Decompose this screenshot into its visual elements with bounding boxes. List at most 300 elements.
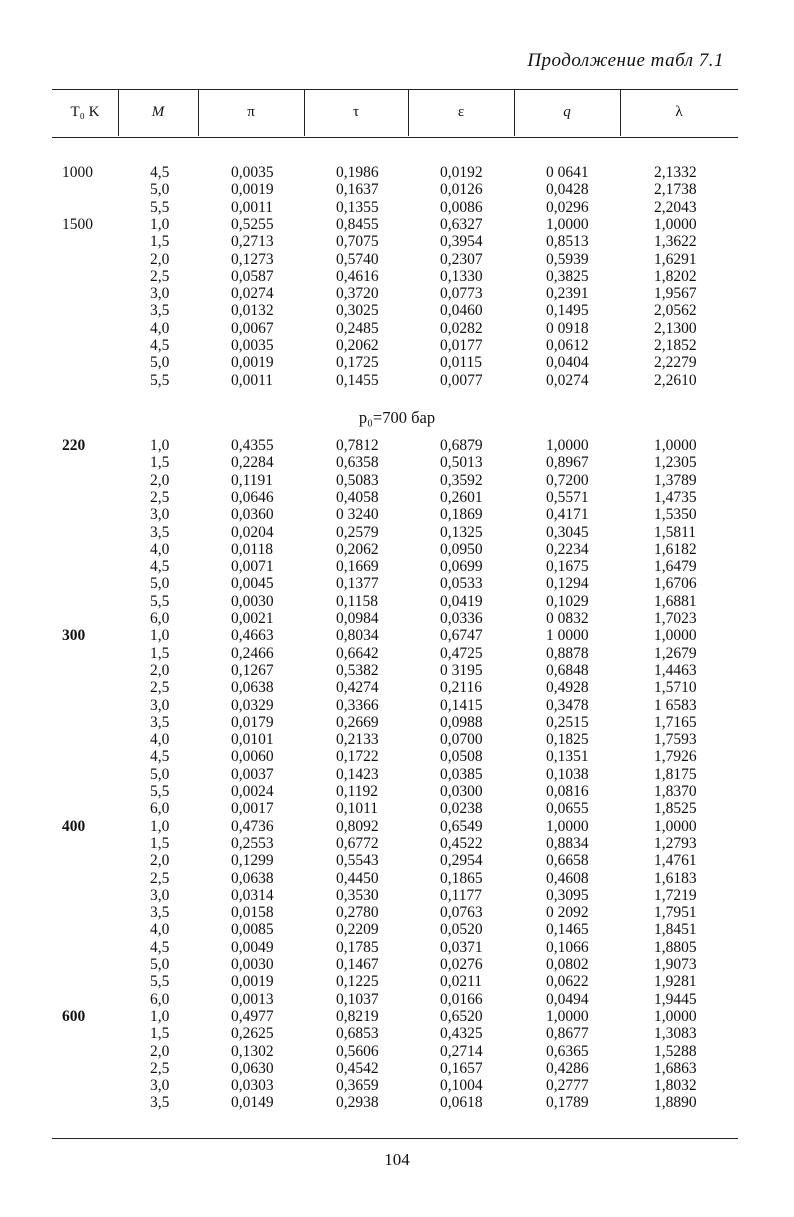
table-cell-tau: 0,1225 xyxy=(336,973,379,991)
table-cell-lam: 1,4463 xyxy=(654,661,697,679)
table-cell-q: 0,0494 xyxy=(546,990,589,1008)
table-cell-pi: 0,0024 xyxy=(231,783,274,800)
table-cell-m: 1,5 xyxy=(150,1025,170,1043)
table-cell-pi: 0,0638 xyxy=(231,869,274,887)
table-cell-m: 5,0 xyxy=(150,354,170,372)
table-cell-tau: 0,1377 xyxy=(336,575,379,593)
table-cell-lam: 2,1300 xyxy=(654,319,697,337)
table-cell-tau: 0,5740 xyxy=(336,250,379,268)
table-cell-m: 2,5 xyxy=(150,679,170,697)
table-cell-eps: 0,1004 xyxy=(440,1077,483,1095)
table-cell-eps: 0,2116 xyxy=(440,679,483,697)
table-cell-tau: 0,2062 xyxy=(336,540,379,558)
table-cell-lam: 1,8451 xyxy=(654,921,697,939)
table-cell-q: 0,1294 xyxy=(546,575,589,593)
table-cell-tau: 0,8092 xyxy=(336,817,379,835)
table-cell-lam: 1,8525 xyxy=(654,800,697,818)
table-cell-lam: 1,6863 xyxy=(654,1059,697,1077)
table-cell-pi: 0,0314 xyxy=(231,886,274,904)
table-cell-pi: 0,0360 xyxy=(231,506,274,524)
table-cell-pi: 0,2713 xyxy=(231,233,274,251)
table-cell-q: 0,0296 xyxy=(546,198,589,216)
table-cell-q: 0 0918 xyxy=(546,319,589,337)
header-lambda: λ xyxy=(675,104,683,120)
table-cell-tau: 0,1725 xyxy=(336,354,379,372)
table-cell-q: 0,3095 xyxy=(546,886,589,904)
table-cell-lam: 1,8032 xyxy=(654,1077,697,1095)
table-cell-m: 4,5 xyxy=(150,337,170,354)
table-cell-t0: 220 xyxy=(62,437,86,454)
table-cell-lam: 1,6182 xyxy=(654,540,697,558)
table-cell-eps: 0,1177 xyxy=(440,886,483,904)
table-cell-m: 4,0 xyxy=(150,731,170,749)
table-cell-lam: 1,8370 xyxy=(654,783,697,800)
table-cell-eps: 0,6327 xyxy=(440,215,483,233)
table-cell-eps: 0,6879 xyxy=(440,437,483,454)
table-cell-eps: 0,4522 xyxy=(440,834,483,852)
header-m: M xyxy=(151,104,165,120)
table-cell-pi: 0,4736 xyxy=(231,817,274,835)
table-cell-m: 5,0 xyxy=(150,575,170,593)
table-cell-tau: 0,1722 xyxy=(336,748,379,766)
table-cell-q: 0,3045 xyxy=(546,523,589,541)
table-cell-tau: 0,2669 xyxy=(336,713,379,731)
table-cell-m: 2,0 xyxy=(150,852,170,870)
table-cell-lam: 1,4735 xyxy=(654,488,697,506)
table-cell-pi: 0,0149 xyxy=(231,1094,274,1112)
table-cell-eps: 0,1415 xyxy=(440,696,483,714)
table-cell-q: 0,0816 xyxy=(546,783,589,800)
table-cell-m: 1,5 xyxy=(150,233,170,251)
table-cell-pi: 0,1273 xyxy=(231,250,274,268)
table-cell-lam: 2,2279 xyxy=(654,354,697,372)
table-cell-tau: 0,8219 xyxy=(336,1007,379,1025)
table-cell-m: 2,5 xyxy=(150,869,170,887)
table-cell-lam: 2,0562 xyxy=(654,302,697,320)
header-q: q xyxy=(563,104,571,120)
table-cell-pi: 0,1267 xyxy=(231,661,274,679)
table-cell-tau: 0,2062 xyxy=(336,337,379,354)
table-cell-lam: 1,7951 xyxy=(654,904,697,922)
table-cell-eps: 0,0700 xyxy=(440,731,483,749)
table-cell-pi: 0,0085 xyxy=(231,921,274,939)
table-cell-tau: 0,2485 xyxy=(336,319,379,337)
table-cell-lam: 1,7023 xyxy=(654,610,697,627)
table-cell-pi: 0,2553 xyxy=(231,834,274,852)
table-cell-q: 0,1351 xyxy=(546,748,589,766)
table-cell-q: 0,1465 xyxy=(546,921,589,939)
table-cell-tau: 0,2780 xyxy=(336,904,379,922)
table-cell-eps: 0,1869 xyxy=(440,506,483,524)
table-cell-m: 6,0 xyxy=(150,990,170,1008)
table-cell-lam: 1,9073 xyxy=(654,956,697,973)
table-cell-eps: 0,1330 xyxy=(440,267,483,285)
table-cell-eps: 0,0533 xyxy=(440,575,483,593)
table-cell-eps: 0,3592 xyxy=(440,471,483,489)
table-cell-pi: 0,0037 xyxy=(231,765,274,783)
table-cell-pi: 0,0045 xyxy=(231,575,274,593)
table-cell-eps: 0,0699 xyxy=(440,558,483,576)
table-cell-lam: 2,2610 xyxy=(654,371,697,389)
table-cell-pi: 0,0035 xyxy=(231,164,274,181)
table-cell-tau: 0,1785 xyxy=(336,938,379,956)
table-cell-tau: 0,3659 xyxy=(336,1077,379,1095)
table-bottom-rule xyxy=(52,1138,738,1139)
table-cell-m: 5,5 xyxy=(150,371,170,389)
table-cell-tau: 0,1669 xyxy=(336,558,379,576)
table-cell-pi: 0,2284 xyxy=(231,454,274,472)
table-cell-m: 4,0 xyxy=(150,921,170,939)
table-cell-pi: 0,0274 xyxy=(231,285,274,303)
table-cell-lam: 1,2793 xyxy=(654,834,697,852)
table-cell-tau: 0,6772 xyxy=(336,834,379,852)
table-cell-m: 1,0 xyxy=(150,215,170,233)
table-cell-lam: 1,0000 xyxy=(654,437,697,454)
table-cell-tau: 0,5543 xyxy=(336,852,379,870)
table-cell-pi: 0,1299 xyxy=(231,852,274,870)
table-cell-eps: 0 3195 xyxy=(440,661,483,679)
table-cell-m: 3,5 xyxy=(150,523,170,541)
table-cell-eps: 0,0086 xyxy=(440,198,483,216)
table-cell-pi: 0,0013 xyxy=(231,990,274,1008)
table-cell-lam: 1,8805 xyxy=(654,938,697,956)
table-cell-tau: 0,3025 xyxy=(336,302,379,320)
table-cell-t0: 400 xyxy=(62,817,86,835)
table-cell-q: 0,0655 xyxy=(546,800,589,818)
table-cell-tau: 0,6642 xyxy=(336,644,379,662)
table-cell-q: 0,0274 xyxy=(546,371,589,389)
table-cell-q: 0 2092 xyxy=(546,904,589,922)
table-cell-tau: 0 3240 xyxy=(336,506,379,524)
table-cell-t0: 1500 xyxy=(62,215,93,233)
table-cell-tau: 0,3530 xyxy=(336,886,379,904)
table-cell-tau: 0,5083 xyxy=(336,471,379,489)
table-cell-lam: 1,6183 xyxy=(654,869,697,887)
table-cell-lam: 1,5288 xyxy=(654,1042,697,1060)
table-cell-lam: 2,2043 xyxy=(654,198,697,216)
table-cell-pi: 0,1191 xyxy=(231,471,274,489)
table-cell-q: 0,4608 xyxy=(546,869,589,887)
header-top-rule xyxy=(52,89,738,90)
table-cell-lam: 2,1738 xyxy=(654,181,697,199)
table-cell-m: 5,0 xyxy=(150,765,170,783)
table-cell-tau: 0,2579 xyxy=(336,523,379,541)
table-cell-pi: 0,0011 xyxy=(231,371,274,389)
table-cell-q: 1,0000 xyxy=(546,817,589,835)
table-cell-lam: 1,8175 xyxy=(654,765,697,783)
table-cell-eps: 0,0166 xyxy=(440,990,483,1008)
table-cell-lam: 1,5350 xyxy=(654,506,697,524)
table-cell-tau: 0,8455 xyxy=(336,215,379,233)
table-cell-q: 0,6658 xyxy=(546,852,589,870)
header-pi: π xyxy=(247,104,255,120)
table-cell-pi: 0,0011 xyxy=(231,198,274,216)
table-cell-q: 0,6365 xyxy=(546,1042,589,1060)
table-cell-pi: 0,4977 xyxy=(231,1007,274,1025)
table-cell-pi: 0,0021 xyxy=(231,610,274,627)
table-cell-lam: 1,7593 xyxy=(654,731,697,749)
table-cell-eps: 0,0177 xyxy=(440,337,483,354)
table-cell-tau: 0,4542 xyxy=(336,1059,379,1077)
table-cell-m: 3,0 xyxy=(150,506,170,524)
table-cell-m: 3,0 xyxy=(150,696,170,714)
table-cell-pi: 0,2466 xyxy=(231,644,274,662)
table-cell-pi: 0,0204 xyxy=(231,523,274,541)
table-cell-q: 0,3825 xyxy=(546,267,589,285)
table-cell-tau: 0,1158 xyxy=(336,592,379,610)
table-cell-lam: 1,8890 xyxy=(654,1094,697,1112)
table-cell-pi: 0,0035 xyxy=(231,337,274,354)
table-cell-t0: 600 xyxy=(62,1007,86,1025)
table-cell-q: 0,1038 xyxy=(546,765,589,783)
table-cell-lam: 1,4761 xyxy=(654,852,697,870)
table-cell-tau: 0,2209 xyxy=(336,921,379,939)
table-cell-eps: 0,0115 xyxy=(440,354,483,372)
table-cell-eps: 0,0508 xyxy=(440,748,483,766)
header-tau: τ xyxy=(352,104,360,120)
table-cell-m: 1,5 xyxy=(150,834,170,852)
page-number: 104 xyxy=(384,1150,410,1169)
header-eps: ε xyxy=(457,104,465,120)
table-cell-q: 0 0832 xyxy=(546,610,589,627)
table-cell-eps: 0,0371 xyxy=(440,938,483,956)
table-cell-lam: 1,7165 xyxy=(654,713,697,731)
table-cell-lam: 1,3789 xyxy=(654,471,697,489)
table-cell-m: 3,0 xyxy=(150,285,170,303)
table-cell-eps: 0,1657 xyxy=(440,1059,483,1077)
table-cell-m: 2,0 xyxy=(150,661,170,679)
table-cell-tau: 0,2133 xyxy=(336,731,379,749)
table-cell-eps: 0,0192 xyxy=(440,164,483,181)
table-cell-lam: 1,7926 xyxy=(654,748,697,766)
table-cell-q: 0,8878 xyxy=(546,644,589,662)
table-cell-m: 6,0 xyxy=(150,800,170,818)
table-cell-lam: 1,7219 xyxy=(654,886,697,904)
table-cell-m: 4,5 xyxy=(150,164,170,181)
table-cell-eps: 0,0077 xyxy=(440,371,483,389)
table-cell-tau: 0,3366 xyxy=(336,696,379,714)
table-cell-pi: 0,0303 xyxy=(231,1077,274,1095)
table-cell-t0: 300 xyxy=(62,627,86,645)
table-cell-lam: 1,0000 xyxy=(654,817,697,835)
table-cell-lam: 1,6291 xyxy=(654,250,697,268)
table-cell-eps: 0,0618 xyxy=(440,1094,483,1112)
table-cell-tau: 0,4274 xyxy=(336,679,379,697)
table-cell-eps: 0,6520 xyxy=(440,1007,483,1025)
table-cell-lam: 1,0000 xyxy=(654,627,697,645)
table-cell-q: 0,4286 xyxy=(546,1059,589,1077)
table-cell-tau: 0,7812 xyxy=(336,437,379,454)
table-cell-eps: 0,0763 xyxy=(440,904,483,922)
table-cell-pi: 0,4355 xyxy=(231,437,274,454)
table-cell-tau: 0,4616 xyxy=(336,267,379,285)
table-cell-m: 1,5 xyxy=(150,644,170,662)
table-cell-tau: 0,5382 xyxy=(336,661,379,679)
table-cell-eps: 0,0520 xyxy=(440,921,483,939)
table-cell-pi: 0,0019 xyxy=(231,181,274,199)
table-cell-m: 1,0 xyxy=(150,817,170,835)
table-cell-pi: 0,0030 xyxy=(231,592,274,610)
table-cell-eps: 0,2601 xyxy=(440,488,483,506)
table-cell-tau: 0,8034 xyxy=(336,627,379,645)
table-cell-eps: 0,1325 xyxy=(440,523,483,541)
table-cell-q: 1,0000 xyxy=(546,1007,589,1025)
table-cell-q: 0,0428 xyxy=(546,181,589,199)
table-cell-t0: 1000 xyxy=(62,164,93,181)
table-cell-pi: 0,0060 xyxy=(231,748,274,766)
table-cell-eps: 0,0988 xyxy=(440,713,483,731)
table-cell-lam: 1,3622 xyxy=(654,233,697,251)
table-cell-m: 1,0 xyxy=(150,1007,170,1025)
table-cell-tau: 0,5606 xyxy=(336,1042,379,1060)
table-continuation-heading: Продолжение табл 7.1 xyxy=(527,50,724,71)
table-cell-m: 4,0 xyxy=(150,319,170,337)
table-cell-pi: 0,4663 xyxy=(231,627,274,645)
table-cell-pi: 0,0019 xyxy=(231,973,274,991)
table-cell-pi: 0,0049 xyxy=(231,938,274,956)
table-cell-pi: 0,1302 xyxy=(231,1042,274,1060)
table-cell-m: 4,5 xyxy=(150,938,170,956)
table-cell-q: 0,8677 xyxy=(546,1025,589,1043)
table-cell-q: 1,0000 xyxy=(546,215,589,233)
table-cell-q: 0,1675 xyxy=(546,558,589,576)
table-cell-m: 5,5 xyxy=(150,198,170,216)
table-cell-lam: 1,6706 xyxy=(654,575,697,593)
table-cell-pi: 0,0646 xyxy=(231,488,274,506)
table-cell-eps: 0,0211 xyxy=(440,973,483,991)
table-cell-pi: 0,0329 xyxy=(231,696,274,714)
table-cell-lam: 2,1852 xyxy=(654,337,697,354)
table-cell-tau: 0,1011 xyxy=(336,800,379,818)
table-cell-pi: 0,0071 xyxy=(231,558,274,576)
table-cell-m: 3,0 xyxy=(150,1077,170,1095)
table-cell-m: 4,0 xyxy=(150,540,170,558)
table-cell-q: 0,1495 xyxy=(546,302,589,320)
table-cell-eps: 0,1865 xyxy=(440,869,483,887)
table-cell-tau: 0,6853 xyxy=(336,1025,379,1043)
table-cell-tau: 0,1037 xyxy=(336,990,379,1008)
table-cell-eps: 0,0773 xyxy=(440,285,483,303)
table-cell-tau: 0,1637 xyxy=(336,181,379,199)
table-cell-q: 0,0612 xyxy=(546,337,589,354)
table-cell-lam: 1,6881 xyxy=(654,592,697,610)
table-cell-q: 0,1066 xyxy=(546,938,589,956)
table-cell-pi: 0,0030 xyxy=(231,956,274,973)
table-cell-q: 0,2777 xyxy=(546,1077,589,1095)
table-cell-tau: 0,1986 xyxy=(336,164,379,181)
pressure-label: p₀=700 бар xyxy=(358,408,436,427)
table-cell-pi: 0,2625 xyxy=(231,1025,274,1043)
table-cell-eps: 0,0419 xyxy=(440,592,483,610)
table-cell-lam: 2,1332 xyxy=(654,164,697,181)
table-cell-q: 1,0000 xyxy=(546,437,589,454)
table-cell-q: 0,2234 xyxy=(546,540,589,558)
table-cell-eps: 0,0460 xyxy=(440,302,483,320)
table-cell-lam: 1,5710 xyxy=(654,679,697,697)
header-t0: T₀ K xyxy=(70,104,100,120)
table-cell-m: 3,0 xyxy=(150,886,170,904)
table-cell-m: 2,0 xyxy=(150,1042,170,1060)
table-cell-eps: 0,0336 xyxy=(440,610,483,627)
table-cell-eps: 0,0238 xyxy=(440,800,483,818)
table-cell-eps: 0,0300 xyxy=(440,783,483,800)
table-cell-lam: 1,5811 xyxy=(654,523,697,541)
table-cell-m: 1,0 xyxy=(150,437,170,454)
table-cell-eps: 0,0282 xyxy=(440,319,483,337)
table-cell-m: 3,5 xyxy=(150,302,170,320)
table-cell-lam: 1,2679 xyxy=(654,644,697,662)
table-cell-tau: 0,1467 xyxy=(336,956,379,973)
table-cell-q: 0,4928 xyxy=(546,679,589,697)
table-cell-eps: 0,2307 xyxy=(440,250,483,268)
table-cell-q: 0,3478 xyxy=(546,696,589,714)
table-cell-lam: 1,0000 xyxy=(654,1007,697,1025)
table-cell-q: 0,1029 xyxy=(546,592,589,610)
table-cell-q: 0,2391 xyxy=(546,285,589,303)
table-cell-lam: 1,3083 xyxy=(654,1025,697,1043)
table-cell-lam: 1,6479 xyxy=(654,558,697,576)
table-cell-lam: 1,2305 xyxy=(654,454,697,472)
table-cell-m: 5,5 xyxy=(150,592,170,610)
table-cell-m: 5,5 xyxy=(150,783,170,800)
table-cell-tau: 0,7075 xyxy=(336,233,379,251)
table-cell-tau: 0,1423 xyxy=(336,765,379,783)
table-cell-m: 4,5 xyxy=(150,748,170,766)
table-cell-m: 1,0 xyxy=(150,627,170,645)
table-cell-m: 6,0 xyxy=(150,610,170,627)
table-cell-pi: 0,0630 xyxy=(231,1059,274,1077)
table-cell-q: 0,5939 xyxy=(546,250,589,268)
table-cell-pi: 0,5255 xyxy=(231,215,274,233)
table-cell-pi: 0,0587 xyxy=(231,267,274,285)
table-cell-eps: 0,2714 xyxy=(440,1042,483,1060)
table-cell-m: 2,0 xyxy=(150,471,170,489)
table-cell-q: 0,2515 xyxy=(546,713,589,731)
table-cell-q: 0,5571 xyxy=(546,488,589,506)
table-cell-pi: 0,0101 xyxy=(231,731,274,749)
table-cell-pi: 0,0158 xyxy=(231,904,274,922)
table-cell-tau: 0,2938 xyxy=(336,1094,379,1112)
table-cell-q: 0,7200 xyxy=(546,471,589,489)
table-cell-m: 5,0 xyxy=(150,956,170,973)
table-cell-tau: 0,1455 xyxy=(336,371,379,389)
table-cell-q: 0,8513 xyxy=(546,233,589,251)
table-cell-q: 0,8967 xyxy=(546,454,589,472)
table-cell-pi: 0,0118 xyxy=(231,540,274,558)
table-cell-eps: 0,4325 xyxy=(440,1025,483,1043)
table-cell-m: 2,0 xyxy=(150,250,170,268)
table-cell-lam: 1 6583 xyxy=(654,696,697,714)
table-cell-eps: 0,4725 xyxy=(440,644,483,662)
table-cell-q: 0,8834 xyxy=(546,834,589,852)
table-cell-m: 3,5 xyxy=(150,904,170,922)
table-cell-m: 2,5 xyxy=(150,1059,170,1077)
table-cell-q: 0,0622 xyxy=(546,973,589,991)
table-cell-lam: 1,8202 xyxy=(654,267,697,285)
table-cell-m: 2,5 xyxy=(150,488,170,506)
table-cell-lam: 1,9567 xyxy=(654,285,697,303)
table-cell-eps: 0,6549 xyxy=(440,817,483,835)
table-cell-tau: 0,4058 xyxy=(336,488,379,506)
table-cell-eps: 0,6747 xyxy=(440,627,483,645)
table-cell-m: 1,5 xyxy=(150,454,170,472)
table-cell-q: 0,1825 xyxy=(546,731,589,749)
table-cell-q: 1 0000 xyxy=(546,627,589,645)
table-cell-m: 5,5 xyxy=(150,973,170,991)
table-cell-eps: 0,2954 xyxy=(440,852,483,870)
table-cell-pi: 0,0017 xyxy=(231,800,274,818)
table-cell-eps: 0,0276 xyxy=(440,956,483,973)
